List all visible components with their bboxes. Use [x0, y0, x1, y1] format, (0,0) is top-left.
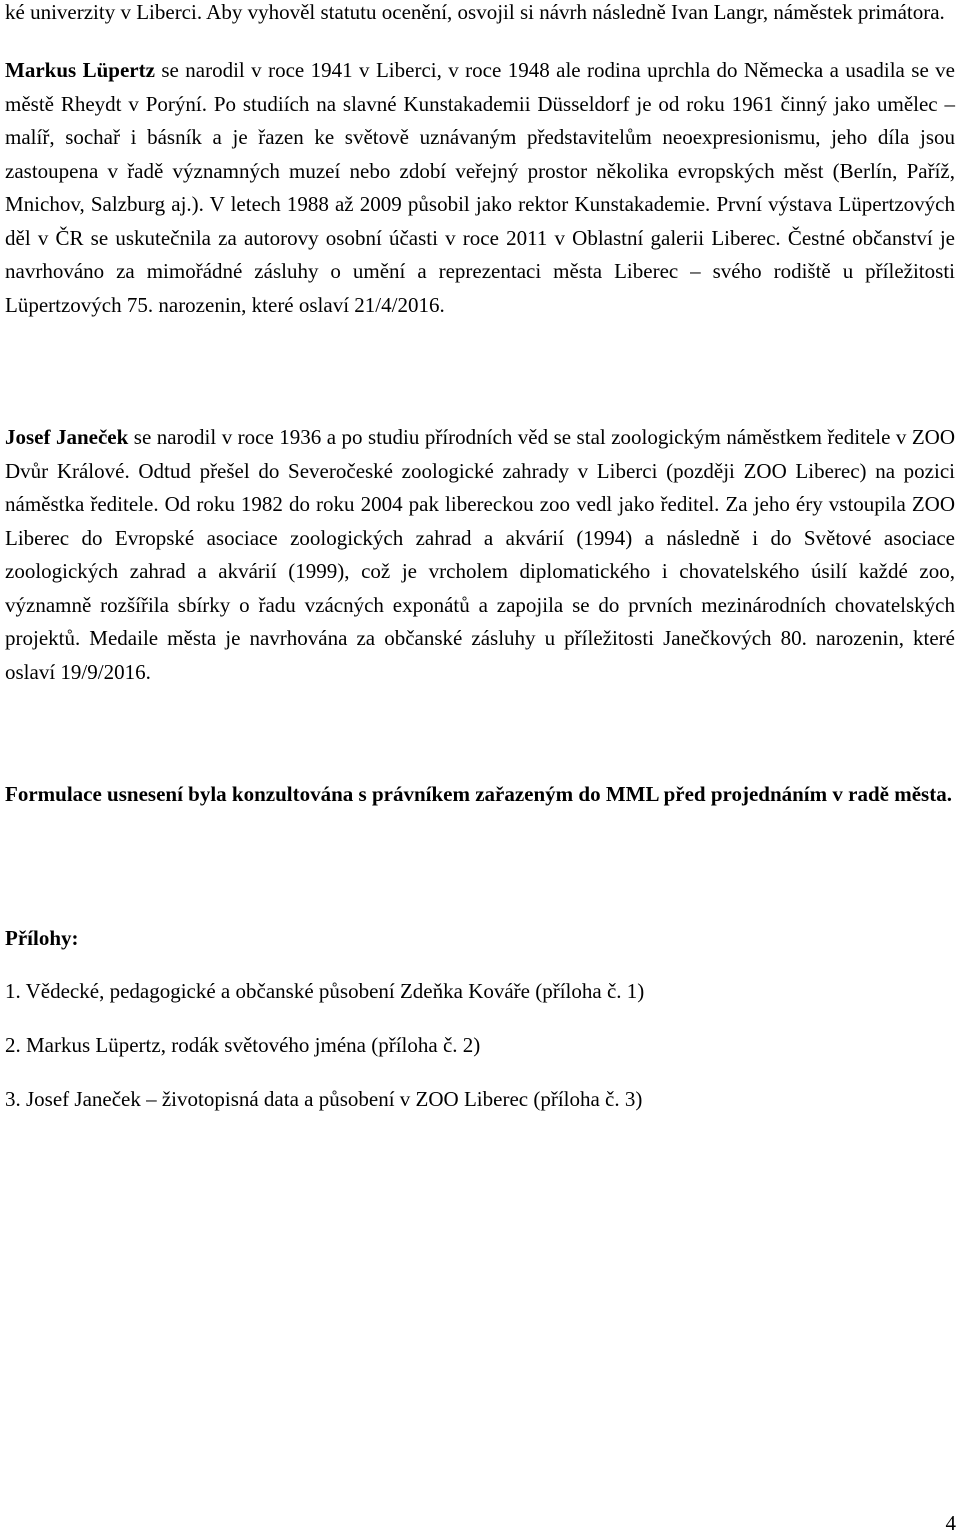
attachment-item: 1. Vědecké, pedagogické a občanské působení Zdeňka Kováře (příloha č. 1)	[5, 979, 645, 1003]
attachment-item: 3. Josef Janeček – životopisná data a působení v ZOO Liberec (příloha č. 3)	[5, 1087, 643, 1111]
janecek-text: se narodil v roce 1936 a po studiu přírodních věd se stal zoologickým náměstkem ředitele v ZOO Dvůr Králové. Odtud přešel do Severočeské zoologické zahrady v Liberci (později ZOO Liberec) na pozici náměstka ředitele. Od roku 1982 do roku 2004 pak libereckou zoo vedl jako ředitel. Za jeho éry vstoupila ZOO Liberec do Evropské asociace zoologických zahrad a akvárií (1994) a následně i do Světové asociace zoologických zahrad a akvárií (1999), což je vrcholem diplomatického i chovatelského úsilí každé zoo, významně rozšířila sbírky o řadu vzácných exponátů a zapojila se do prvních mezinárodních chovatelských projektů. Medaile města je navrhována za občanské zásluhy u příležitosti Janečkových 80. narozenin, které oslaví 19/9/2016.	[5, 425, 955, 684]
janecek-name: Josef Janeček	[5, 425, 129, 449]
lupertz-text: se narodil v roce 1941 v Liberci, v roce 1948 ale rodina uprchla do Německa a usadila se ve městě Rheydt v Porýní. Po studiích na slavné Kunstakademii Düsseldorf je od roku 1961 činný jako umělec – malíř, sochař i básník a je řazen ke světově uznávaným představitelům neoexpresionismu, jeho díla jsou zastoupena v řadě významných muzeí nebo zdobí veřejný prostor několika evropských měst (Berlín, Paříž, Mnichov, Salzburg aj.). V letech 1988 až 2009 působil jako rektor Kunstakademie. První výstava Lüpertzových děl v ČR se uskutečnila za autorovy osobní účasti v roce 2011 v Oblastní galerii Liberec. Čestné občanství je navrhováno za mimořádné zásluhy o umění a reprezentaci města Liberec – svého rodiště u příležitosti Lüpertzových 75. narozenin, které oslaví 21/4/2016.	[5, 58, 955, 317]
intro-paragraph: ké univerzity v Liberci. Aby vyhověl statutu ocenění, osvojil si návrh následně Ivan Langr, náměstek primátora.	[5, 0, 945, 24]
attachment-item: 2. Markus Lüpertz, rodák světového jména (příloha č. 2)	[5, 1033, 481, 1057]
attachments-heading: Přílohy:	[5, 926, 79, 950]
lupertz-paragraph	[5, 54, 955, 322]
formulace-paragraph: Formulace usnesení byla konzultována s právníkem zařazeným do MML před projednáním v radě města.	[5, 782, 952, 806]
page-number: 4	[945, 1511, 956, 1535]
lupertz-name: Markus Lüpertz	[5, 58, 155, 82]
janecek-paragraph	[5, 421, 955, 689]
